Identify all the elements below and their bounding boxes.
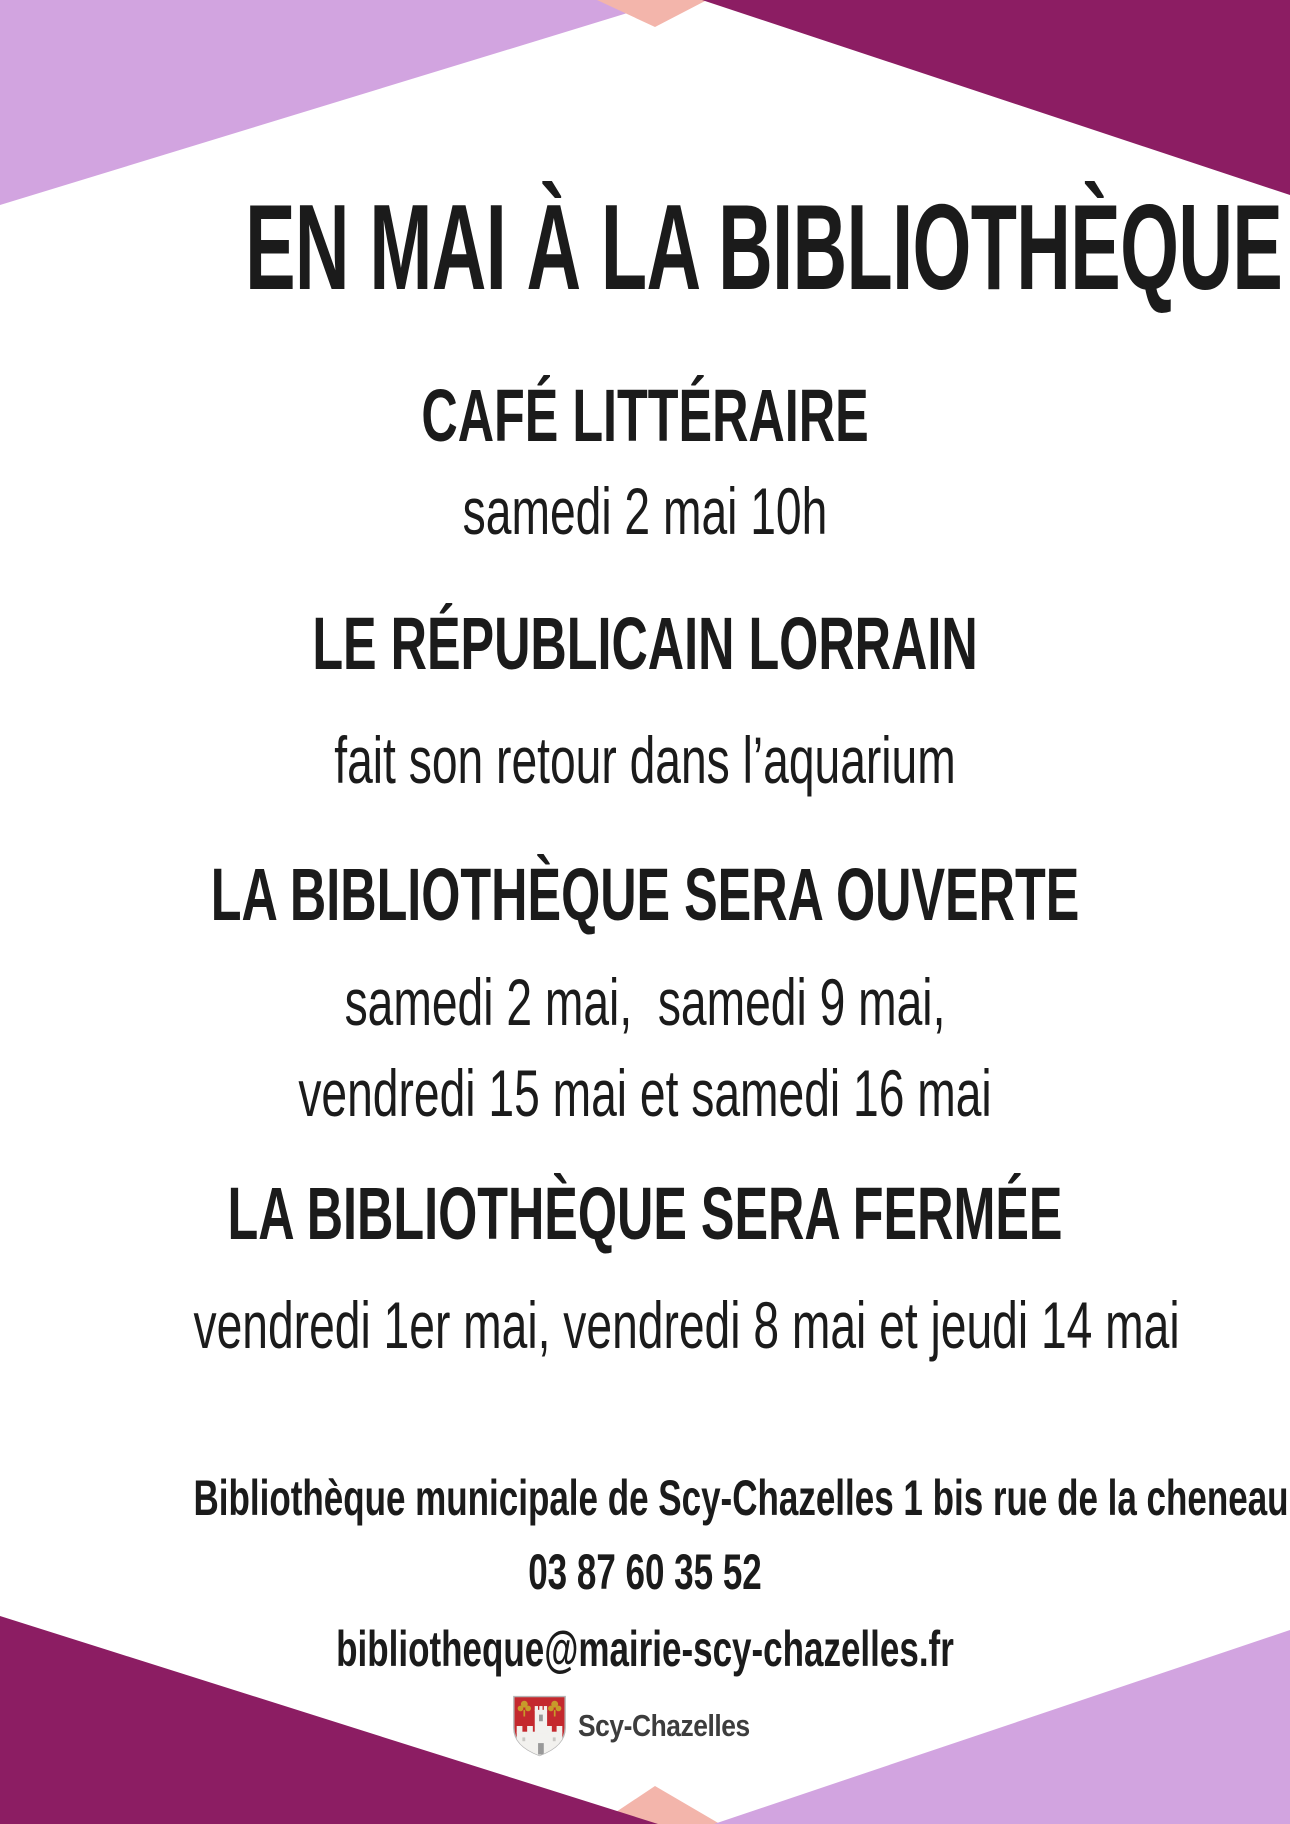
section-line-ouverte-dates-1: samedi 2 mai, samedi 9 mai, bbox=[344, 965, 946, 1039]
section-heading-bibliotheque-ouverte: LA BIBLIOTHÈQUE SERA OUVERTE bbox=[210, 853, 1080, 936]
coat-of-arms-icon bbox=[511, 1693, 568, 1759]
contact-phone: 03 87 60 35 52 bbox=[528, 1544, 762, 1600]
logo-label: Scy-Chazelles bbox=[577, 1708, 750, 1743]
section-heading-bibliotheque-fermee: LA BIBLIOTHÈQUE SERA FERMÉE bbox=[227, 1172, 1063, 1255]
contact-address: Bibliothèque municipale de Scy-Chazelles 1 bis rue de la cheneau bbox=[193, 1470, 1289, 1526]
section-line-cafe-date: samedi 2 mai 10h bbox=[462, 474, 828, 548]
section-heading-republicain-lorrain: LE RÉPUBLICAIN LORRAIN bbox=[312, 602, 978, 685]
contact-email: bibliotheque@mairie-scy-chazelles.fr bbox=[336, 1621, 954, 1677]
poster-title: EN MAI À LA BIBLIOTHÈQUE bbox=[245, 179, 1283, 315]
section-line-ouverte-dates-2: vendredi 15 mai et samedi 16 mai bbox=[298, 1056, 992, 1130]
section-line-fermee-dates: vendredi 1er mai, vendredi 8 mai et jeudi 14 mai bbox=[193, 1288, 1180, 1362]
lilac-triangle-top-left bbox=[0, 0, 670, 205]
scy-chazelles-logo bbox=[0, 1692, 1290, 1760]
magenta-triangle-top-right bbox=[702, 0, 1290, 195]
section-line-republicain-info: fait son retour dans l’aquarium bbox=[334, 723, 956, 797]
section-heading-cafe-litteraire: CAFÉ LITTÉRAIRE bbox=[421, 374, 869, 457]
